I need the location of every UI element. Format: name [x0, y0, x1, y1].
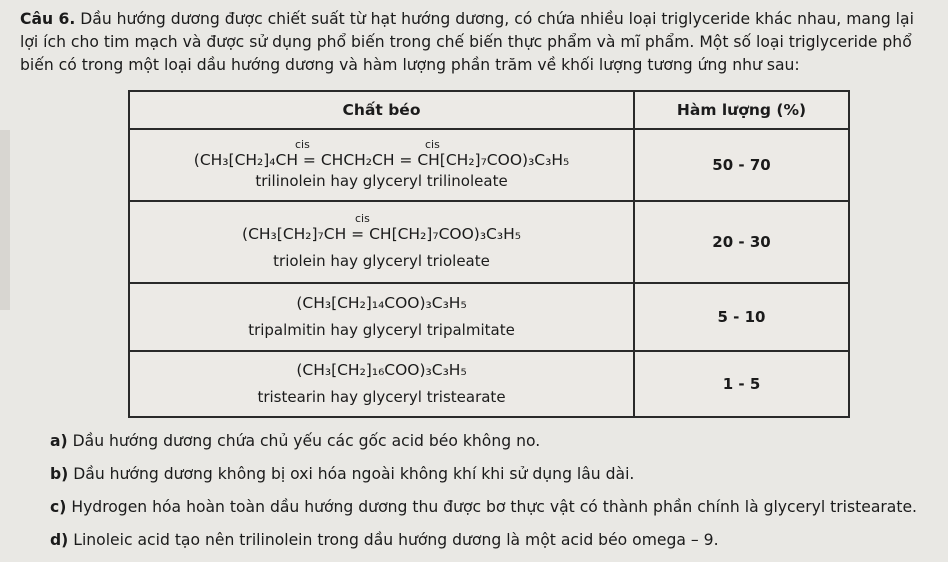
- option-c: [50, 491, 940, 524]
- option-d: [50, 524, 940, 557]
- cis-labels: [130, 213, 633, 225]
- option-label: a): [50, 432, 68, 450]
- cis-label: cis: [295, 137, 310, 151]
- option-text: Linoleic acid tạo nên trilinolein trong dầu hướng dương là một acid béo omega – 9.: [73, 531, 719, 549]
- header-fat: Chất béo: [129, 91, 634, 129]
- question-number: Câu 6.: [20, 10, 76, 28]
- fat-formula: (CH₃[CH₂]₁₄COO)₃C₃H₅: [296, 293, 467, 312]
- content-value: 50 - 70: [634, 129, 849, 201]
- option-label: d): [50, 531, 69, 549]
- fat-formula: (CH₃[CH₂]₇CH = CH[CH₂]₇COO)₃C₃H₅: [242, 224, 521, 243]
- question-intro: [20, 8, 935, 77]
- table-row: [129, 283, 849, 351]
- option-a: [50, 425, 940, 458]
- content-value: 5 - 10: [634, 283, 849, 351]
- fat-cell: [129, 351, 634, 417]
- table-row: [129, 351, 849, 417]
- option-text: Hydrogen hóa hoàn toàn dầu hướng dương thu được bơ thực vật có thành phần chính là glyceryl tristearate.: [71, 498, 918, 516]
- option-label: c): [50, 498, 67, 516]
- fat-cell: [129, 283, 634, 351]
- fat-name: triolein hay glyceryl trioleate: [273, 251, 490, 270]
- option-text: Dầu hướng dương không bị oxi hóa ngoài không khí khi sử dụng lâu dài.: [73, 465, 635, 483]
- cis-labels: [130, 139, 633, 151]
- content-value: 20 - 30: [634, 201, 849, 283]
- fat-cell: [129, 129, 634, 201]
- fat-name: tripalmitin hay glyceryl tripalmitate: [248, 320, 515, 339]
- table-header-row: [129, 91, 849, 129]
- fat-formula: (CH₃[CH₂]₄CH = CHCH₂CH = CH[CH₂]₇COO)₃C₃H₅: [193, 150, 570, 169]
- table-row: [129, 129, 849, 201]
- option-label: b): [50, 465, 69, 483]
- content-value: 1 - 5: [634, 351, 849, 417]
- fat-name: tristearin hay glyceryl tristearate: [257, 387, 506, 406]
- fat-cell: [129, 201, 634, 283]
- header-content: Hàm lượng (%): [634, 91, 849, 129]
- page-edge-shadow: [0, 130, 10, 310]
- option-text: Dầu hướng dương chứa chủ yếu các gốc acid béo không no.: [72, 432, 541, 450]
- table-row: [129, 201, 849, 283]
- answer-options: [50, 425, 940, 557]
- fat-content-table: [128, 90, 850, 418]
- cis-label: cis: [355, 211, 370, 225]
- question-text: Dầu hướng dương được chiết suất từ hạt hướng dương, có chứa nhiều loại triglyceride khác nhau, mang lại lợi ích cho tim mạch và được sử dụng phổ biến trong chế biến thực phẩm và mĩ phẩm. Một số loại triglyceride phổ biến có trong một loại dầu hướng dương và hàm lượng phần trăm về khối lượng tương ứng như sau:: [20, 10, 914, 74]
- fat-formula: (CH₃[CH₂]₁₆COO)₃C₃H₅: [296, 360, 467, 379]
- cis-label: cis: [425, 137, 440, 151]
- option-b: [50, 458, 940, 491]
- fat-name: trilinolein hay glyceryl trilinoleate: [255, 171, 508, 190]
